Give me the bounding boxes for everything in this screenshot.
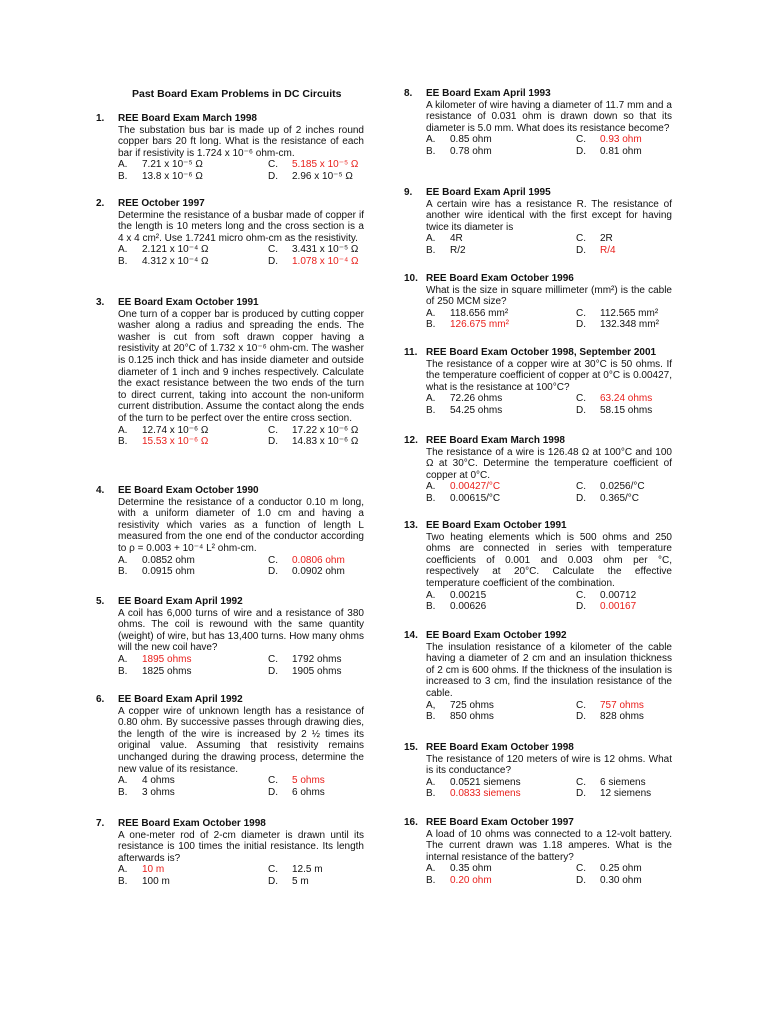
answer-choice <box>426 601 576 613</box>
answer-choice <box>268 244 418 256</box>
choice-value: 100 m <box>142 875 170 887</box>
choice-letter: B. <box>118 255 128 267</box>
answer-choice <box>268 566 418 578</box>
problem-source: EE Board Exam October 1991 <box>426 520 567 531</box>
choice-value: 0.00427/°C <box>450 481 501 493</box>
choice-value: 4 ohms <box>142 775 175 787</box>
correct-answer-choice <box>118 654 268 666</box>
choice-value: 1.078 x 10⁻⁴ Ω <box>292 255 359 267</box>
choice-value: 725 ohms <box>450 699 494 711</box>
answer-choice <box>118 159 268 171</box>
problem-number: 2. <box>96 198 105 209</box>
answer-choices <box>426 134 672 157</box>
answer-choices <box>118 244 364 267</box>
problem-source: REE Board Exam October 1997 <box>426 817 574 828</box>
correct-answer-choice <box>576 601 726 613</box>
choice-value: 0.0852 ohm <box>142 554 195 566</box>
choice-value: 0.00167 <box>600 601 637 613</box>
correct-answer-choice <box>426 875 576 887</box>
choice-value: 2R <box>600 233 613 245</box>
answer-choice <box>576 308 726 320</box>
choice-value: 14.83 x 10⁻⁶ Ω <box>292 436 359 448</box>
choice-value: 1895 ohms <box>142 653 192 665</box>
choice-value: 5.185 x 10⁻⁵ Ω <box>292 159 359 171</box>
answer-choice <box>118 171 268 183</box>
choice-value: 126.675 mm² <box>450 319 509 331</box>
problem-number: 12. <box>404 435 418 446</box>
choice-value: 0.25 ohm <box>600 863 642 875</box>
answer-choice <box>426 134 576 146</box>
answer-choice <box>118 775 268 787</box>
problem-question: The insulation resistance of a kilometer of the cable having a diameter of 2 cm and an insulation thickness of 2 cm is 600 ohms. If the thickness of the insulation is increased to 3 cm, find the insulation resistance of the cable. <box>426 641 672 699</box>
choice-letter: D. <box>576 711 586 723</box>
answer-choice <box>118 876 268 888</box>
answer-choice <box>118 666 268 678</box>
answer-choice <box>118 566 268 578</box>
problem-number: 11. <box>404 347 418 358</box>
choice-value: 828 ohms <box>600 711 644 723</box>
problem-question: Two heating elements which is 500 ohms and 250 ohms are connected in series with temperature coefficients of 0.001 and 0.003 ohm per °C, respectively at 20°C. Calculate the effective temperature coefficient of the combination. <box>426 531 672 589</box>
choice-value: 0.0806 ohm <box>292 554 345 566</box>
correct-answer-choice <box>576 393 726 405</box>
problem-number: 3. <box>96 297 105 308</box>
choice-letter: B. <box>118 875 128 887</box>
choice-value: R/4 <box>600 244 616 256</box>
choice-value: 2.96 x 10⁻⁵ Ω <box>292 170 353 182</box>
choice-letter: A, <box>426 699 436 711</box>
choice-letter: B. <box>118 170 128 182</box>
choice-letter: A. <box>118 775 128 787</box>
answer-choice <box>268 436 418 448</box>
choice-letter: A. <box>426 233 436 245</box>
choice-letter: C. <box>268 244 278 256</box>
choice-value: 0.81 ohm <box>600 145 642 157</box>
answer-choice <box>426 863 576 875</box>
correct-answer-choice <box>426 788 576 800</box>
choice-value: 3 ohms <box>142 786 175 798</box>
problem-number: 5. <box>96 596 105 607</box>
page-title: Past Board Exam Problems in DC Circuits <box>132 88 342 100</box>
problem-source: EE Board Exam October 1992 <box>426 630 567 641</box>
choice-value: 72.26 ohms <box>450 393 503 405</box>
choice-letter: B. <box>426 145 436 157</box>
correct-answer-choice <box>426 319 576 331</box>
choice-letter: A. <box>426 776 436 788</box>
answer-choices <box>426 233 672 256</box>
answer-choice <box>118 787 268 799</box>
choice-letter: C. <box>576 699 586 711</box>
answer-choices <box>426 393 672 416</box>
choice-letter: B. <box>426 492 436 504</box>
problem-source: EE Board Exam April 1992 <box>118 596 243 607</box>
choice-value: 12.74 x 10⁻⁶ Ω <box>142 424 209 436</box>
answer-choice <box>576 319 726 331</box>
choice-letter: B. <box>426 711 436 723</box>
choice-value: 63.24 ohms <box>600 393 653 405</box>
choice-value: 0.0902 ohm <box>292 566 345 578</box>
choice-letter: D. <box>576 601 586 613</box>
answer-choice <box>268 654 418 666</box>
problem-number: 4. <box>96 485 105 496</box>
choice-value: 12 siemens <box>600 788 652 800</box>
answer-choices <box>426 590 672 613</box>
answer-choices <box>118 425 364 448</box>
choice-value: 58.15 ohms <box>600 404 653 416</box>
problem-question: What is the size in square millimeter (mm²) is the cable of 250 MCM size? <box>426 284 672 308</box>
correct-answer-choice <box>426 481 576 493</box>
problem-7 <box>96 818 364 888</box>
choice-letter: D. <box>268 875 278 887</box>
answer-choice <box>426 590 576 602</box>
answer-choice <box>576 590 726 602</box>
choice-letter: C. <box>268 159 278 171</box>
choice-letter: C. <box>576 134 586 146</box>
choice-letter: A. <box>118 159 128 171</box>
answer-choices <box>426 777 672 800</box>
answer-choice <box>426 146 576 158</box>
choice-value: 17.22 x 10⁻⁶ Ω <box>292 424 359 436</box>
choice-letter: D. <box>576 788 586 800</box>
problem-11 <box>404 347 672 417</box>
choice-letter: A. <box>426 134 436 146</box>
choice-value: 13.8 x 10⁻⁶ Ω <box>142 170 203 182</box>
correct-answer-choice <box>268 775 418 787</box>
problem-question: One turn of a copper bar is produced by cutting copper washer along a radius and spreading the ends. The washer is cut from soft drawn copper having a resistivity at 20°C of 1.732 x 10⁻⁶ ohm-cm. The washer is 0.125 inch thick and has inside diameter and outside diameter of 1 inch and 9 inches respectively. Calculate the exact resistance between the two ends of the turn to direct current, taking into account the non-uniform current distribution. Assume the contact along the ends of the turn to be perfect over the entire cross section. <box>118 308 364 424</box>
answer-choice <box>426 245 576 257</box>
problem-2 <box>96 198 364 268</box>
choice-value: 132.348 mm² <box>600 319 659 331</box>
choice-letter: C. <box>576 481 586 493</box>
answer-choice <box>576 875 726 887</box>
problem-13 <box>404 520 672 613</box>
answer-choice <box>576 863 726 875</box>
choice-value: 112.565 mm² <box>600 307 659 319</box>
choice-letter: C. <box>268 775 278 787</box>
choice-value: 0.20 ohm <box>450 874 492 886</box>
answer-choices <box>118 555 364 578</box>
choice-letter: B. <box>118 436 128 448</box>
problem-question: A load of 10 ohms was connected to a 12-volt battery. The current drawn was 1.18 amperes. What is the internal resistance of the battery? <box>426 828 672 863</box>
choice-letter: A. <box>426 307 436 319</box>
choice-value: 0.78 ohm <box>450 145 492 157</box>
choice-value: 4R <box>450 233 463 245</box>
problem-question: A coil has 6,000 turns of wire and a resistance of 380 ohms. The coil is rewound with the same quantity (weight) of wire, but has 13,400 turns. How many ohms will the new coil have? <box>118 607 364 654</box>
problem-question: The resistance of 120 meters of wire is 12 ohms. What is its conductance? <box>426 753 672 777</box>
choice-value: 0.00712 <box>600 589 637 601</box>
problem-4 <box>96 485 364 578</box>
correct-answer-choice <box>268 159 418 171</box>
problem-question: A copper wire of unknown length has a resistance of 0.80 ohm. By successive passes through drawing dies, the length of the wire is increased by 2 ½ times its original value. Assuming that resistivity remains unchanged during the drawing process, determine the new value of its resistance. <box>118 705 364 775</box>
answer-choice <box>426 700 576 712</box>
choice-value: 0.0521 siemens <box>450 776 521 788</box>
choice-letter: B. <box>426 319 436 331</box>
correct-answer-choice <box>118 436 268 448</box>
choice-letter: A. <box>118 554 128 566</box>
answer-choice <box>268 425 418 437</box>
choice-letter: A. <box>426 393 436 405</box>
choice-letter: C. <box>576 307 586 319</box>
choice-value: 0.30 ohm <box>600 874 642 886</box>
choice-value: 1792 ohms <box>292 653 342 665</box>
answer-choices <box>426 481 672 504</box>
choice-letter: D. <box>576 319 586 331</box>
problem-10 <box>404 273 672 331</box>
answer-choice <box>576 777 726 789</box>
problem-8 <box>404 88 672 158</box>
correct-answer-choice <box>118 864 268 876</box>
problem-source: EE Board Exam April 1992 <box>118 694 243 705</box>
problem-1 <box>96 113 364 183</box>
choice-letter: D. <box>268 255 278 267</box>
problem-question: Determine the resistance of a busbar made of copper if the length is 10 meters long and the cross section is a 4 x 4 cm². Use 1.7241 micro ohm-cm as the resistivity. <box>118 209 364 244</box>
problem-16 <box>404 817 672 887</box>
choice-value: 2.121 x 10⁻⁴ Ω <box>142 244 209 256</box>
answer-choices <box>426 308 672 331</box>
choice-letter: A. <box>118 424 128 436</box>
choice-value: 1905 ohms <box>292 665 342 677</box>
problem-3 <box>96 297 364 448</box>
problem-5 <box>96 596 364 677</box>
problem-source: REE Board Exam October 1998 <box>426 742 574 753</box>
choice-value: 10 m <box>142 864 165 876</box>
choice-letter: C. <box>268 554 278 566</box>
choice-value: 0.0256/°C <box>600 481 645 493</box>
answer-choice <box>268 864 418 876</box>
answer-choice <box>426 233 576 245</box>
problem-number: 7. <box>96 818 105 829</box>
choice-value: 0.35 ohm <box>450 863 492 875</box>
choice-value: 4.312 x 10⁻⁴ Ω <box>142 255 209 267</box>
choice-value: 6 ohms <box>292 786 325 798</box>
answer-choice <box>576 233 726 245</box>
choice-value: 0.365/°C <box>600 492 640 504</box>
choice-letter: D. <box>576 874 586 886</box>
choice-value: 0.00215 <box>450 589 487 601</box>
problem-source: REE Board Exam October 1996 <box>426 273 574 284</box>
choice-letter: D. <box>268 436 278 448</box>
choice-letter: A. <box>426 863 436 875</box>
problem-number: 9. <box>404 187 413 198</box>
problem-source: EE Board Exam April 1993 <box>426 88 551 99</box>
problem-12 <box>404 435 672 505</box>
choice-letter: D. <box>268 786 278 798</box>
correct-answer-choice <box>576 245 726 257</box>
answer-choices <box>118 654 364 677</box>
problem-number: 16. <box>404 817 418 828</box>
correct-answer-choice <box>576 700 726 712</box>
choice-value: 118.656 mm² <box>450 307 509 319</box>
choice-value: 12.5 m <box>292 864 323 876</box>
problem-9 <box>404 187 672 257</box>
answer-choice <box>576 146 726 158</box>
problem-number: 6. <box>96 694 105 705</box>
answer-choices <box>426 700 672 723</box>
choice-value: 5 m <box>292 875 309 887</box>
answer-choice <box>576 493 726 505</box>
problem-source: EE Board Exam April 1995 <box>426 187 551 198</box>
choice-letter: C. <box>268 653 278 665</box>
answer-choice <box>268 876 418 888</box>
answer-choice <box>118 555 268 567</box>
choice-value: 850 ohms <box>450 711 494 723</box>
choice-letter: B. <box>426 788 436 800</box>
choice-letter: D. <box>576 145 586 157</box>
choice-value: 3.431 x 10⁻⁵ Ω <box>292 244 359 256</box>
answer-choice <box>268 666 418 678</box>
choice-value: 6 siemens <box>600 776 646 788</box>
choice-value: 15.53 x 10⁻⁶ Ω <box>142 436 209 448</box>
choice-letter: B. <box>426 601 436 613</box>
answer-choice <box>118 244 268 256</box>
correct-answer-choice <box>576 134 726 146</box>
choice-value: 7.21 x 10⁻⁵ Ω <box>142 159 203 171</box>
choice-letter: C. <box>576 589 586 601</box>
problem-number: 8. <box>404 88 413 99</box>
choice-letter: A. <box>426 481 436 493</box>
choice-letter: C. <box>268 424 278 436</box>
answer-choice <box>118 425 268 437</box>
problem-source: REE Board Exam October 1998, September 2001 <box>426 347 657 358</box>
answer-choices <box>118 864 364 887</box>
answer-choice <box>268 787 418 799</box>
choice-value: 0.00626 <box>450 601 487 613</box>
problem-question: A certain wire has a resistance R. The resistance of another wire identical with the first except for having twice its diameter is <box>426 198 672 233</box>
correct-answer-choice <box>268 555 418 567</box>
problem-number: 1. <box>96 113 105 124</box>
problem-14 <box>404 630 672 723</box>
choice-letter: B. <box>118 786 128 798</box>
answer-choice <box>426 777 576 789</box>
answer-choice <box>576 405 726 417</box>
choice-value: 54.25 ohms <box>450 404 503 416</box>
problem-question: The resistance of a copper wire at 30°C is 50 ohms. If the temperature coefficient of copper at 0°C is 0.00427, what is the resistance at 100°C? <box>426 358 672 393</box>
choice-letter: B. <box>426 404 436 416</box>
problem-number: 10. <box>404 273 418 284</box>
answer-choices <box>118 159 364 182</box>
choice-letter: C. <box>576 393 586 405</box>
choice-letter: C. <box>268 864 278 876</box>
answer-choice <box>576 711 726 723</box>
problem-6 <box>96 694 364 798</box>
choice-letter: B. <box>118 665 128 677</box>
choice-letter: C. <box>576 863 586 875</box>
answer-choices <box>426 863 672 886</box>
choice-letter: D. <box>268 665 278 677</box>
answer-choice <box>268 171 418 183</box>
answer-choice <box>576 788 726 800</box>
problem-question: Determine the resistance of a conductor 0.10 m long, with a uniform diameter of 1.0 cm and having a resistivity which varies as a function of length L measured from the one end of the conductor according to ρ = 0.003 + 10⁻⁴ L² ohm-cm. <box>118 496 364 554</box>
answer-choices <box>118 775 364 798</box>
problem-question: The resistance of a wire is 126.48 Ω at 100°C and 100 Ω at 30°C. Determine the temperature coefficient of copper at 0°C. <box>426 446 672 481</box>
problem-source: REE Board Exam March 1998 <box>426 435 565 446</box>
answer-choice <box>426 308 576 320</box>
choice-value: 0.93 ohm <box>600 134 642 146</box>
choice-value: 0.0833 siemens <box>450 788 521 800</box>
choice-letter: B. <box>118 566 128 578</box>
choice-letter: A. <box>118 864 128 876</box>
choice-letter: A. <box>118 244 128 256</box>
answer-choice <box>426 711 576 723</box>
answer-choice <box>426 393 576 405</box>
choice-value: 1825 ohms <box>142 665 192 677</box>
choice-value: 5 ohms <box>292 775 325 787</box>
problem-number: 13. <box>404 520 418 531</box>
choice-letter: A. <box>118 653 128 665</box>
choice-letter: D. <box>576 244 586 256</box>
choice-value: 0.0915 ohm <box>142 566 195 578</box>
choice-value: 757 ohms <box>600 699 644 711</box>
choice-letter: A. <box>426 589 436 601</box>
problem-source: EE Board Exam October 1990 <box>118 485 259 496</box>
correct-answer-choice <box>268 256 418 268</box>
choice-letter: C. <box>576 776 586 788</box>
choice-letter: D. <box>268 566 278 578</box>
choice-value: R/2 <box>450 244 466 256</box>
problem-15 <box>404 742 672 800</box>
problem-number: 15. <box>404 742 418 753</box>
answer-choice <box>426 405 576 417</box>
problem-number: 14. <box>404 630 418 641</box>
choice-letter: B. <box>426 874 436 886</box>
problem-source: REE October 1997 <box>118 198 205 209</box>
problem-question: A kilometer of wire having a diameter of 11.7 mm and a resistance of 0.031 ohm is drawn down so that its diameter is 5.0 mm. What does its resistance become? <box>426 99 672 134</box>
choice-letter: C. <box>576 233 586 245</box>
choice-letter: D. <box>268 170 278 182</box>
problem-source: REE Board Exam October 1998 <box>118 818 266 829</box>
choice-letter: D. <box>576 404 586 416</box>
choice-letter: B. <box>426 244 436 256</box>
problem-question: The substation bus bar is made up of 2 inches round copper bars 20 ft long. What is the resistance of each bar if resistivity is 1.724 x 10⁻⁶ ohm-cm. <box>118 124 364 159</box>
answer-choice <box>426 493 576 505</box>
problem-question: A one-meter rod of 2-cm diameter is drawn until its resistance is 100 times the initial resistance. Its length afterwards is? <box>118 829 364 864</box>
choice-value: 0.85 ohm <box>450 134 492 146</box>
answer-choice <box>576 481 726 493</box>
problem-source: EE Board Exam October 1991 <box>118 297 259 308</box>
choice-value: 0.00615/°C <box>450 492 501 504</box>
choice-letter: D. <box>576 492 586 504</box>
problem-source: REE Board Exam March 1998 <box>118 113 257 124</box>
answer-choice <box>118 256 268 268</box>
